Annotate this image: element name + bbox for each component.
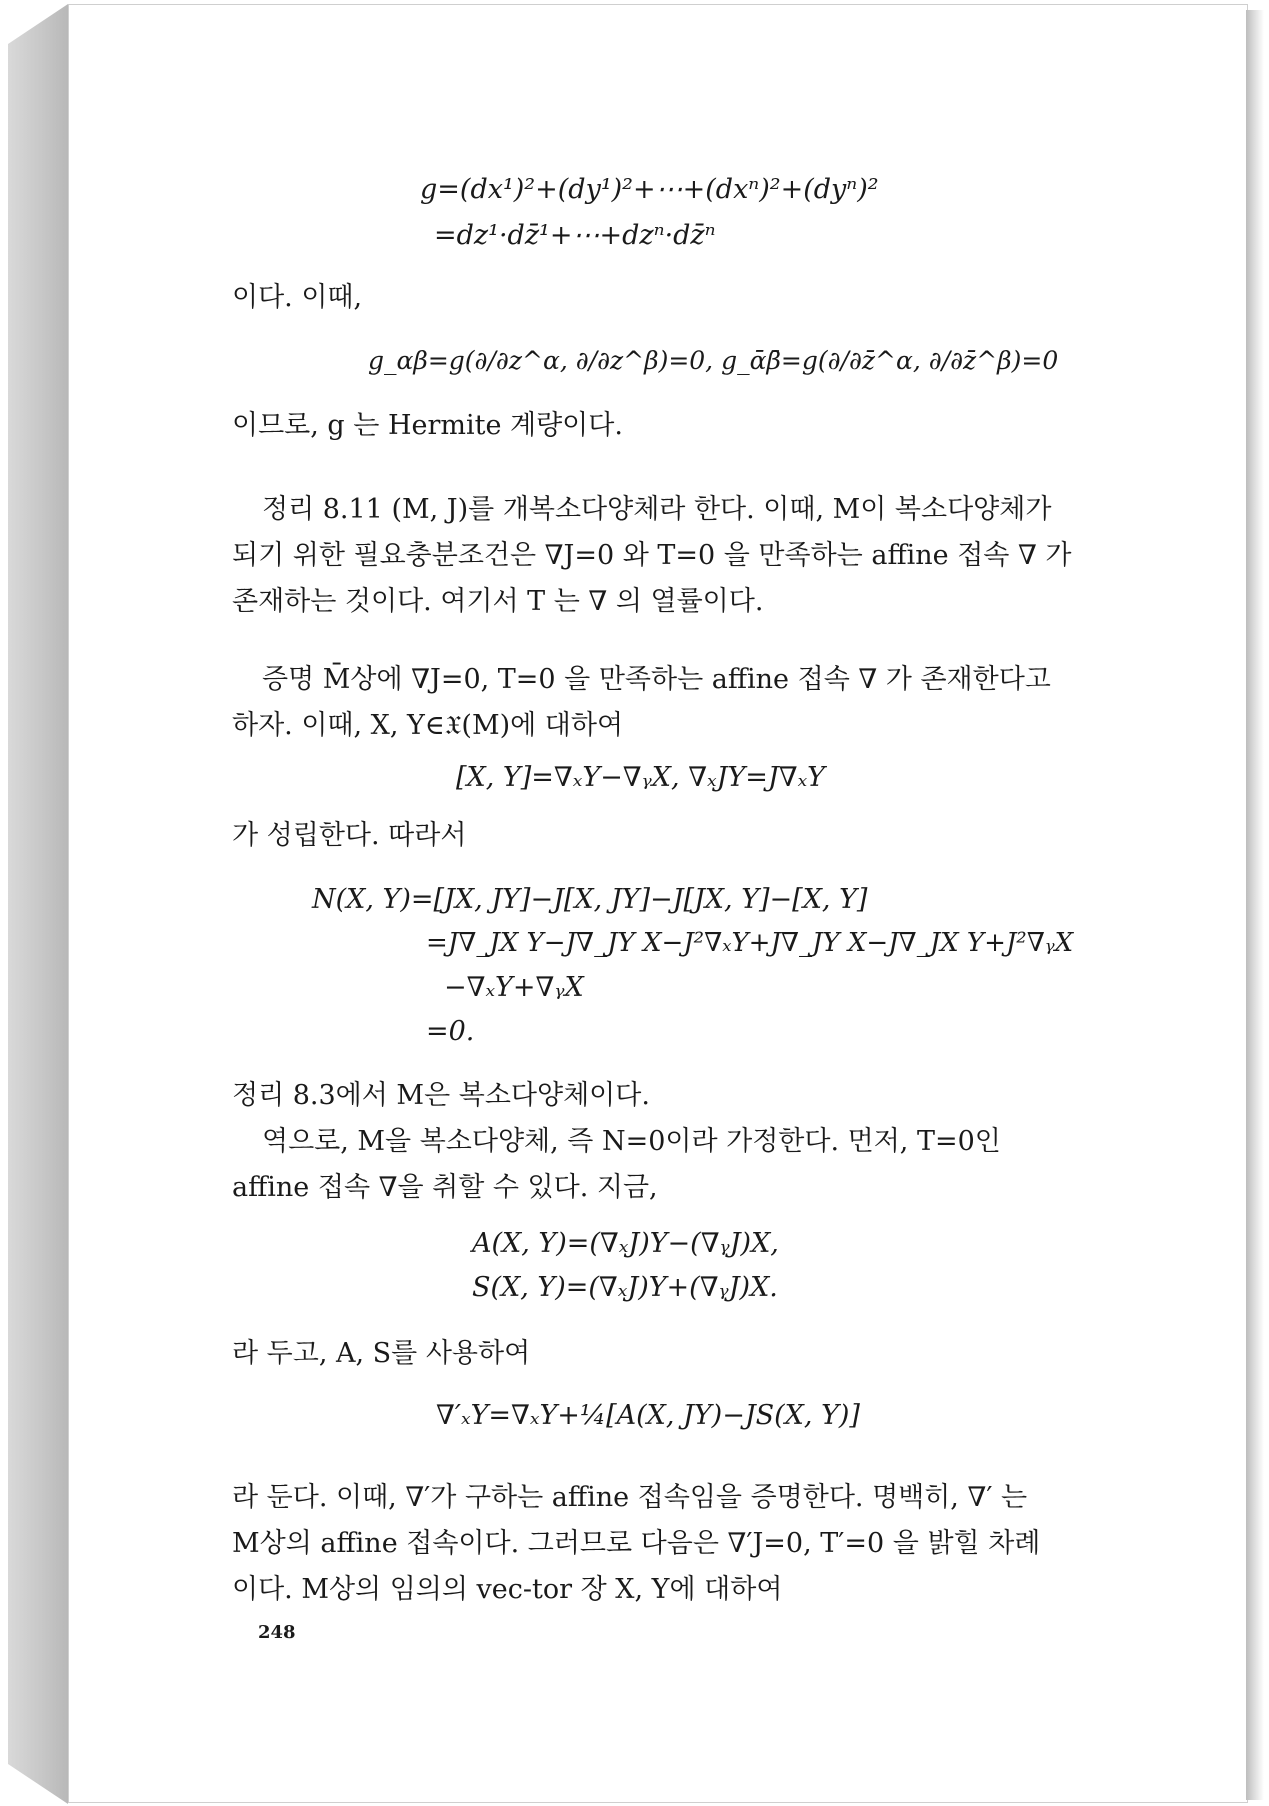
nijenhuis-equation-line-2: =J∇_JX Y−J∇_JY X−J²∇ₓY+J∇_JY X−J∇_JX Y+J²∇ᵧX [426,928,1074,958]
s-definition-equation: S(X, Y)=(∇ₓJ)Y+(∇ᵧJ)X. [472,1272,778,1303]
text-line: 이다. M상의 임의의 vec-tor 장 X, Y에 대하여 [232,1574,783,1605]
page-edge-shadow [1246,10,1264,1800]
metric-equation-line-1: g=(dx¹)²+(dy¹)²+⋯+(dxⁿ)²+(dyⁿ)² [420,174,879,205]
text-line: 가 성립한다. 따라서 [232,820,467,851]
theorem-text-line: 존재하는 것이다. 여기서 T 는 ∇ 의 열률이다. [232,586,764,617]
text-line: 역으로, M을 복소다양체, 즉 N=0이라 가정한다. 먼저, T=0인 [262,1126,1001,1157]
text-line: 라 둔다. 이때, ∇′가 구하는 affine 접속임을 증명한다. 명백히, ∇′ 는 [232,1482,1028,1513]
text-line: 이므로, g 는 Hermite 계량이다. [232,410,623,441]
nijenhuis-equation-line-1: N(X, Y)=[JX, JY]−J[X, JY]−J[JX, Y]−[X, Y] [312,884,868,915]
text-line: 정리 8.3에서 M은 복소다양체이다. [232,1080,650,1111]
book-spine-edge [8,4,68,1804]
text-line: M상의 affine 접속이다. 그러므로 다음은 ∇′J=0, T′=0 을 밝힐 차례 [232,1528,1041,1559]
proof-text-line: 하자. 이때, X, Y∈𝔛(M)에 대하여 [232,710,624,741]
nijenhuis-equation-line-3: −∇ₓY+∇ᵧX [444,972,584,1003]
text-line: affine 접속 ∇을 취할 수 있다. 지금, [232,1172,658,1203]
bracket-equation: [X, Y]=∇ₓY−∇ᵧX, ∇ₓJY=J∇ₓY [456,762,825,793]
hermite-condition-equation: g_αβ=g(∂/∂z^α, ∂/∂z^β)=0, g_ᾱβ̄=g(∂/∂z̄^α, ∂/∂z̄^β)=0 [368,346,1059,375]
connection-definition-equation: ∇′ₓY=∇ₓY+¼[A(X, JY)−JS(X, Y)] [436,1400,860,1431]
theorem-text-line: 되기 위한 필요충분조건은 ∇J=0 와 T=0 을 만족하는 affine 접속 ∇ 가 [232,540,1072,571]
theorem-heading-line: 정리 8.11 (M, J)를 개복소다양체라 한다. 이때, M이 복소다양체가 [262,494,1052,525]
text-line: 라 두고, A, S를 사용하여 [232,1338,531,1369]
metric-equation-line-2: =dz¹·dz̄¹+⋯+dzⁿ·dz̄ⁿ [434,220,716,251]
nijenhuis-equation-line-4: =0. [426,1016,475,1047]
page-number: 248 [258,1622,296,1643]
proof-heading-line: 증명 M̄상에 ∇J=0, T=0 을 만족하는 affine 접속 ∇ 가 존재한다고 [262,664,1051,695]
a-definition-equation: A(X, Y)=(∇ₓJ)Y−(∇ᵧJ)X, [472,1228,779,1259]
text-line: 이다. 이때, [232,282,363,313]
